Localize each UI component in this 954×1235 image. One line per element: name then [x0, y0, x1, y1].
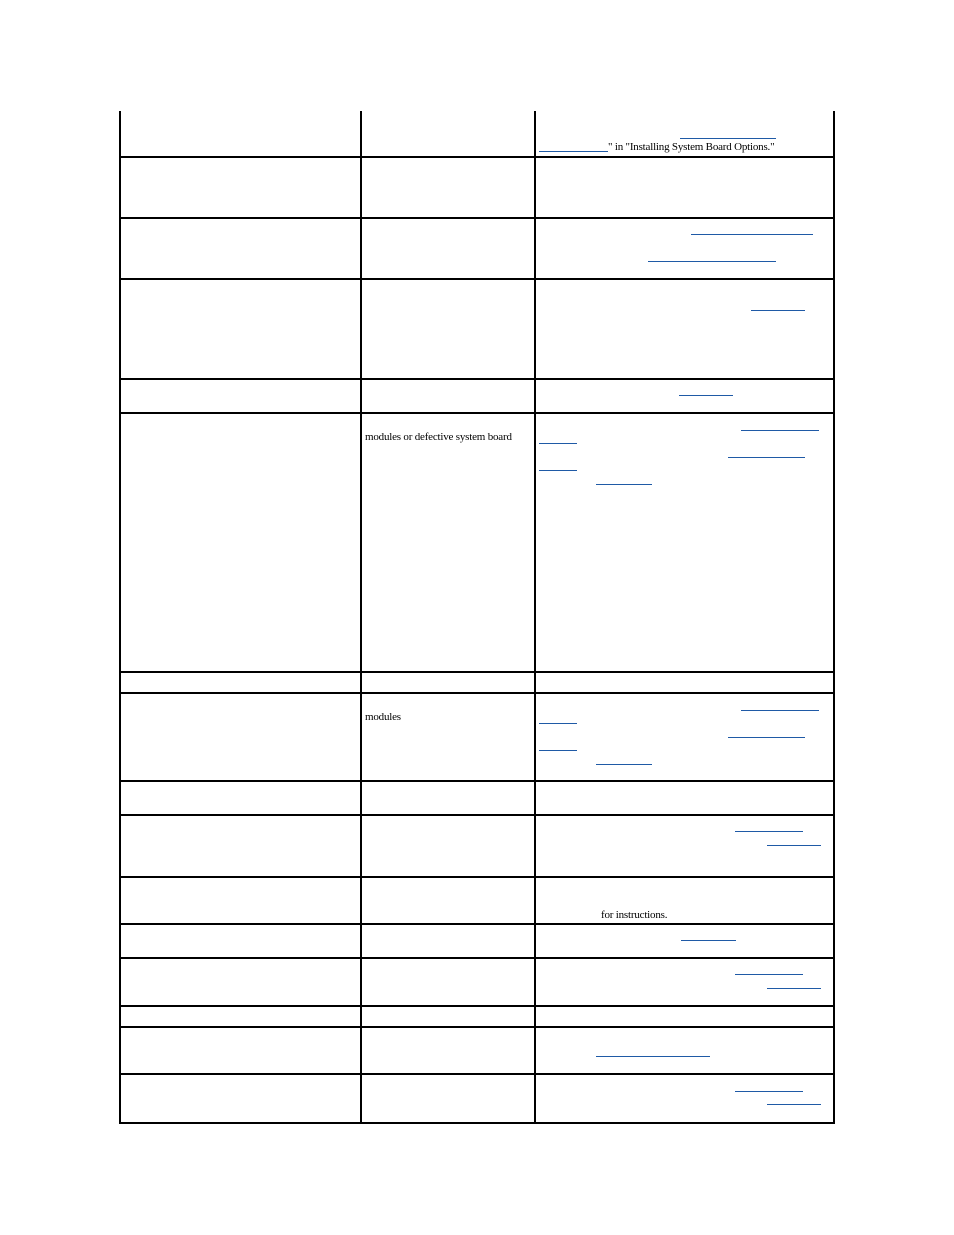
link-underline[interactable] [539, 750, 577, 751]
table-border-bottom [119, 1122, 835, 1124]
link-underline[interactable] [539, 470, 577, 471]
link-underline[interactable] [735, 974, 803, 975]
row-separator [119, 1005, 835, 1007]
row-separator [119, 156, 835, 158]
row-separator [119, 876, 835, 878]
link-underline[interactable] [728, 457, 805, 458]
resolution-text: " in "Installing System Board Options." [608, 141, 775, 153]
resolution-text: for instructions. [601, 909, 668, 921]
table-border-left [119, 111, 121, 1124]
link-underline[interactable] [679, 395, 733, 396]
error-table [119, 111, 835, 1124]
column-divider-1 [360, 111, 362, 1124]
row-separator [119, 1026, 835, 1028]
row-separator [119, 378, 835, 380]
table-border-right [833, 111, 835, 1124]
link-underline[interactable] [596, 1056, 710, 1057]
link-underline[interactable] [596, 484, 652, 485]
row-separator [119, 1073, 835, 1075]
row-separator [119, 278, 835, 280]
link-underline[interactable] [648, 261, 776, 262]
link-underline[interactable] [741, 430, 819, 431]
row-separator [119, 217, 835, 219]
row-separator [119, 814, 835, 816]
link-underline[interactable] [539, 723, 577, 724]
link-underline[interactable] [741, 710, 819, 711]
link-underline[interactable] [751, 310, 805, 311]
link-underline[interactable] [680, 138, 776, 139]
cause-text: modules [365, 711, 401, 723]
link-underline[interactable] [735, 1091, 803, 1092]
row-separator [119, 923, 835, 925]
link-underline[interactable] [596, 764, 652, 765]
row-separator [119, 957, 835, 959]
link-underline[interactable] [539, 151, 608, 152]
link-underline[interactable] [767, 988, 821, 989]
link-underline[interactable] [767, 1104, 821, 1105]
link-underline[interactable] [728, 737, 805, 738]
link-underline[interactable] [681, 940, 736, 941]
link-underline[interactable] [691, 234, 813, 235]
row-separator [119, 780, 835, 782]
cause-text: modules or defective system board [365, 431, 512, 443]
link-underline[interactable] [767, 845, 821, 846]
row-separator [119, 671, 835, 673]
row-separator [119, 412, 835, 414]
column-divider-2 [534, 111, 536, 1124]
link-underline[interactable] [735, 831, 803, 832]
row-separator [119, 692, 835, 694]
link-underline[interactable] [539, 443, 577, 444]
